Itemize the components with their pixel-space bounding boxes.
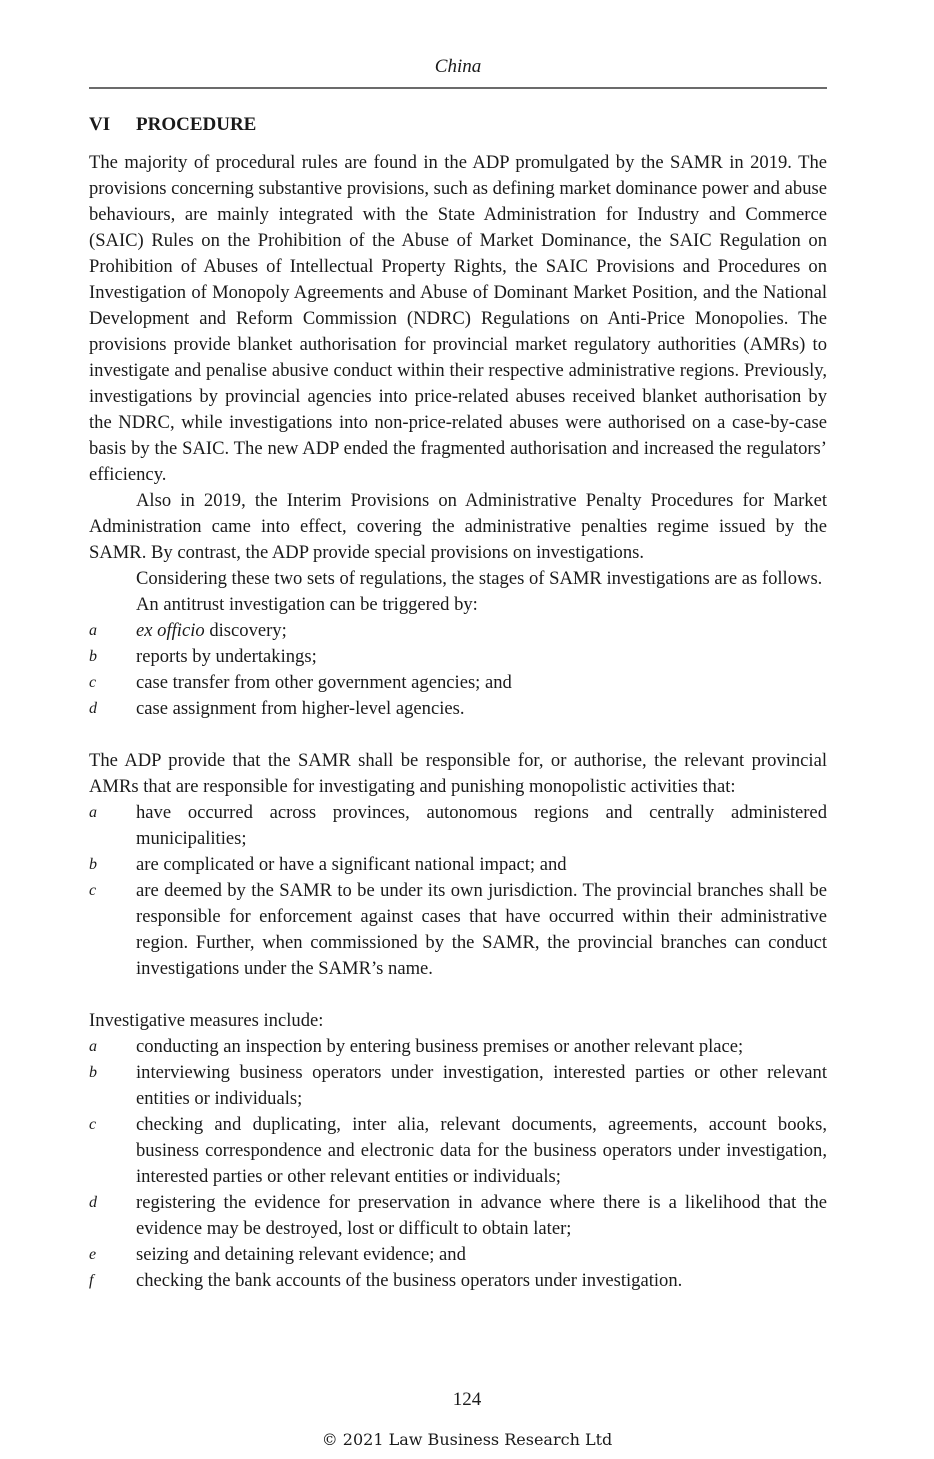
list-marker: a (89, 804, 97, 821)
list-marker: d (89, 700, 97, 717)
list-item (89, 800, 827, 852)
list-marker: b (89, 648, 97, 665)
list-item (89, 1112, 827, 1190)
list-item (89, 852, 827, 878)
copyright-notice: © 2021 Law Business Research Ltd (321, 1430, 613, 1449)
list-item (89, 878, 827, 982)
page-content (89, 112, 827, 1294)
list-marker: d (89, 1194, 97, 1211)
list-marker: a (89, 1038, 97, 1055)
latin-term: ex officio (136, 620, 205, 641)
list-item-text: interviewing business operators under investigation, interested parties or other relevant entities or individuals; (136, 1062, 827, 1109)
list-marker: c (89, 882, 97, 899)
list-marker: c (89, 674, 97, 691)
list-item-text: checking and duplicating, inter alia, relevant documents, agreements, account books, business correspondence and electronic data for the business operators under investigation, interested parties or other relevant entities or individuals; (136, 1114, 827, 1187)
jurisdiction-list (89, 800, 827, 982)
list-item (89, 1060, 827, 1112)
list-marker: b (89, 1064, 97, 1081)
paragraph-intro: The majority of procedural rules are found in the ADP promulgated by the SAMR in 2019. The provisions concerning substantive provisions, such as defining market dominance power and abuse behaviours, are mainly integrated with the State Administration for Industry and Commerce (SAIC) Rules on the Prohibition of the Abuse of Market Dominance, the SAIC Regulation on Prohibition of Abuses of Intellectual Property Rights, the SAIC Provisions and Procedures on Investigation of Monopoly Agreements and Abuse of Dominant Market Position, and the National Development and Reform Commission (NDRC) Regulations on Anti-Price Monopolies. The provisions provide blanket authorisation for provincial market regulatory authorities (AMRs) to investigate and penalise abusive conduct within their respective administrative regions. Previously, investigations by provincial agencies into price-related abuses received blanket authorisation by the NDRC, while investigations into non-price-related abuses were authorised on a case-by-case basis by the SAIC. The new ADP ended the fragmented authorisation and increased the regulators’ efficiency. (89, 152, 827, 485)
paragraph-jurisdiction: The ADP provide that the SAMR shall be responsible for, or authorise, the relevant provincial AMRs that are responsible for investigating and punishing monopolistic activities that: (89, 750, 827, 797)
list-item (89, 1268, 827, 1294)
list-item-text: reports by undertakings; (136, 646, 317, 667)
list-marker: b (89, 856, 97, 873)
list-marker: e (89, 1246, 97, 1263)
list-item (89, 644, 827, 670)
list-item (89, 696, 827, 722)
list-item-text: conducting an inspection by entering business premises or another relevant place; (136, 1036, 744, 1057)
list-item (89, 1190, 827, 1242)
paragraph-triggers-lead: An antitrust investigation can be triggered by: (136, 594, 478, 615)
section-number: VI (89, 114, 111, 135)
list-item-text: discovery; (204, 620, 287, 641)
list-item-text: have occurred across provinces, autonomous regions and centrally administered municipalities; (136, 802, 827, 849)
page-number: 124 (452, 1389, 482, 1410)
list-marker: c (89, 1116, 97, 1133)
list-item-text: case transfer from other government agencies; and (136, 672, 512, 693)
list-item-text: registering the evidence for preservation in advance where there is a likelihood that the evidence may be destroyed, lost or difficult to obtain later; (136, 1192, 827, 1239)
list-item-text: are deemed by the SAMR to be under its own jurisdiction. The provincial branches shall be responsible for enforcement against cases that have occurred within their administrative region. Further, when commissioned by the SAMR, the provincial branches can conduct investigations under the SAMR’s name. (136, 880, 827, 979)
list-item (89, 1242, 827, 1268)
list-item-text: checking the bank accounts of the business operators under investigation. (136, 1270, 683, 1291)
section-title: PROCEDURE (136, 114, 257, 135)
list-marker: a (89, 622, 97, 639)
list-item (89, 1034, 827, 1060)
paragraph-interim-provisions: Also in 2019, the Interim Provisions on Administrative Penalty Procedures for Market Administration came into effect, covering the administrative penalties regime issued by the SAMR. By contrast, the ADP provide special provisions on investigations. (89, 490, 827, 563)
list-item (89, 670, 827, 696)
paragraph-measures: Investigative measures include: (89, 1010, 324, 1031)
header-rule (89, 87, 827, 89)
paragraph-stages: Considering these two sets of regulations, the stages of SAMR investigations are as follows. (136, 568, 823, 589)
list-item-text: are complicated or have a significant national impact; and (136, 854, 567, 875)
list-item (89, 618, 827, 644)
list-item-text: seizing and detaining relevant evidence; and (136, 1244, 466, 1265)
list-marker: f (89, 1272, 94, 1289)
triggers-list (89, 618, 827, 722)
running-head-title: China (434, 56, 482, 77)
section-heading (89, 112, 827, 138)
measures-list (89, 1034, 827, 1294)
list-item-text: case assignment from higher-level agencies. (136, 698, 465, 719)
